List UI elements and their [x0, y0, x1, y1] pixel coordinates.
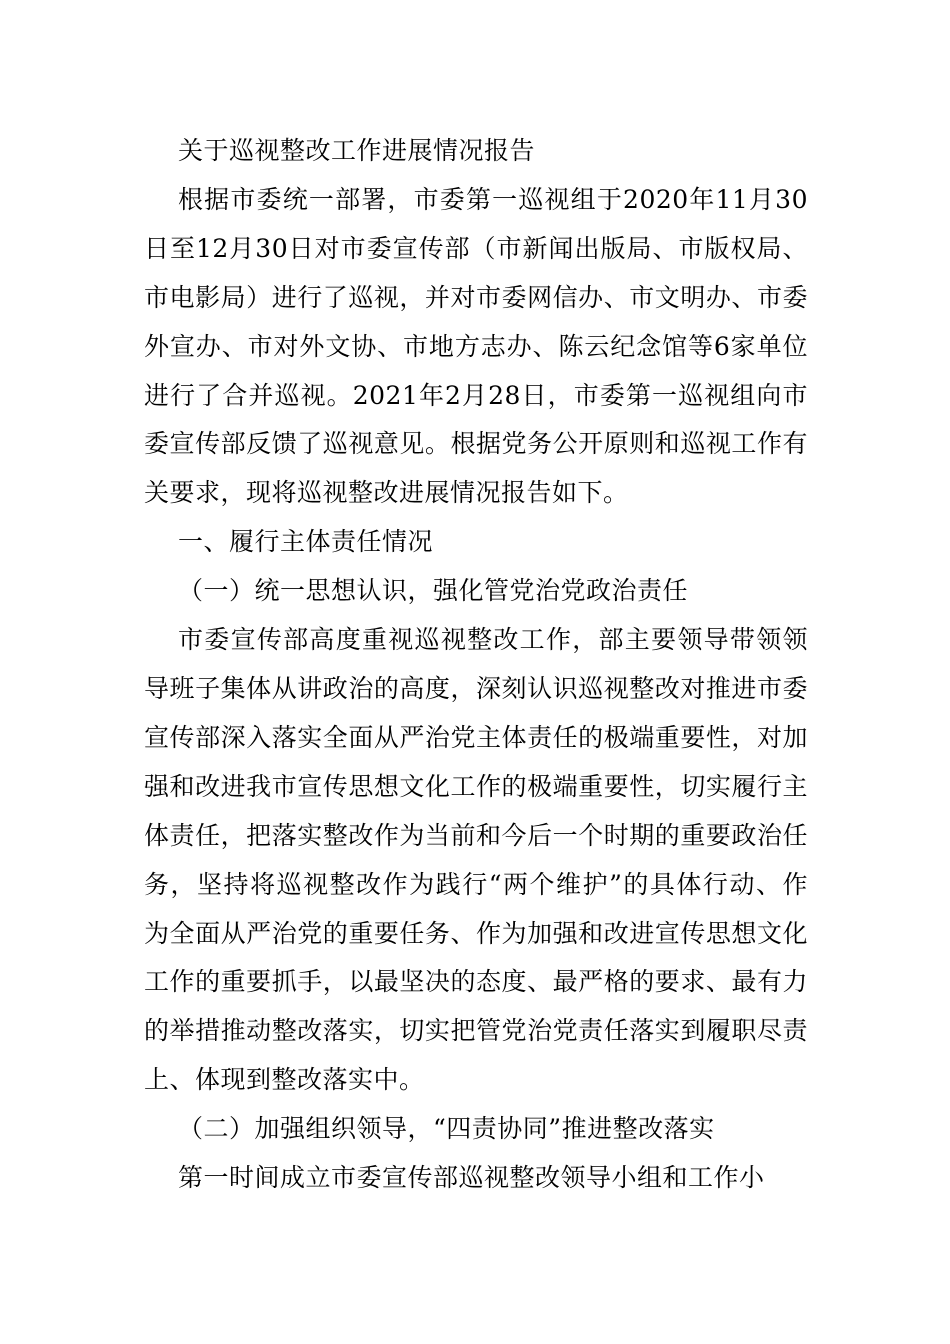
- subsection-heading-1: （一）统一思想认识，强化管党治党政治责任: [178, 576, 689, 606]
- document-body: [144, 127, 808, 1203]
- paragraph-body-1: 市委宣传部高度重视巡视整改工作，部主要领导带领领导班子集体从讲政治的高度，深刻认识巡视整改对推进市委宣传部深入落实全面从严治党主体责任的极端重要性，对加强和改进我市宣传思想文化工作的极端重要性，切实履行主体责任，把落实整改作为当前和今后一个时期的重要政治任务，坚持将巡视整改作为践行“两个维护”的具体行动、作为全面从严治党的重要任务、作为加强和改进宣传思想文化工作的重要抓手，以最坚决的态度、最严格的要求、最有力的举措推动整改落实，切实把管党治党责任落实到履职尽责上、体现到整改落实中。: [144, 625, 808, 1095]
- paragraph-intro: 根据市委统一部署，市委第一巡视组于2020年11月30日至12月30日对市委宣传部（市新闻出版局、市版权局、市电影局）进行了巡视，并对市委网信办、市文明办、市委外宣办、市对外文协、市地方志办、陈云纪念馆等6家单位进行了合并巡视。2021年2月28日，市委第一巡视组向市委宣传部反馈了巡视意见。根据党务公开原则和巡视工作有关要求，现将巡视整改进展情况报告如下。: [144, 184, 808, 508]
- section-heading-1: 一、履行主体责任情况: [178, 527, 434, 557]
- subsection-heading-2: （二）加强组织领导，“四责协同”推进整改落实: [178, 1114, 715, 1144]
- paragraph-body-2: 第一时间成立市委宣传部巡视整改领导小组和工作小: [178, 1163, 765, 1193]
- document-title: 关于巡视整改工作进展情况报告: [178, 136, 536, 165]
